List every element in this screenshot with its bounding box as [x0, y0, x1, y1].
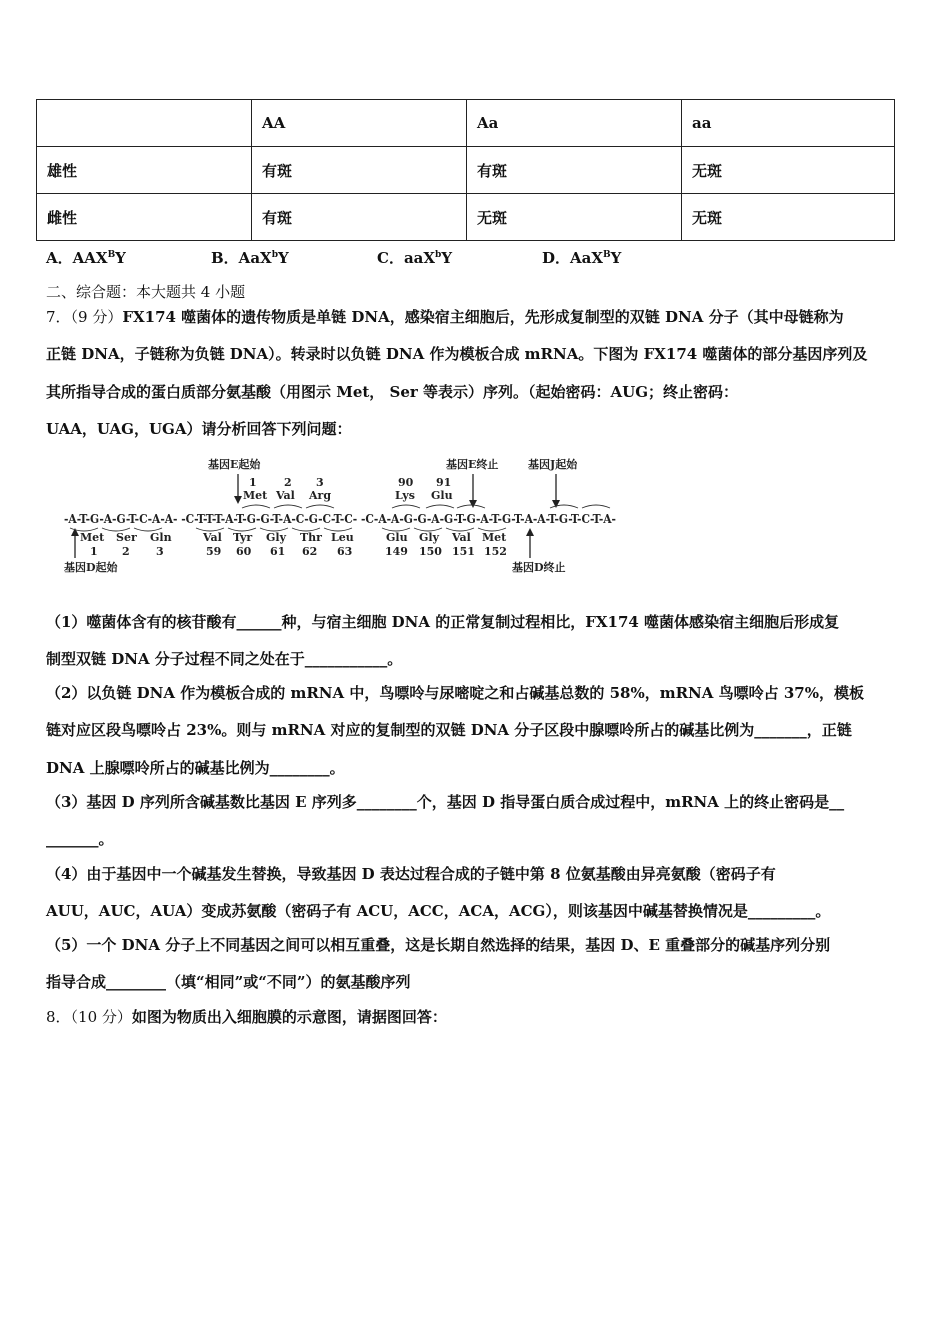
top-amino-acids — [243, 489, 453, 502]
q7-score: （9 分） — [70, 308, 123, 326]
q8-line — [46, 1006, 447, 1027]
option-d-sup: B — [603, 250, 611, 260]
codon-number: 2 — [122, 545, 130, 558]
option-b — [211, 247, 289, 268]
amino-acid: Gly — [266, 531, 286, 544]
option-b-label: B．AaX — [211, 249, 272, 267]
dna-sequence: -A-T-G-A-G-T-C-A-A- -C-T-T-T-A-T-G-G-T-A-C-G-C-T-C- -C-A-A-G-G-A-G-T-G-A-T-G-T-A-A-T-G-T-C-T-A- — [64, 512, 617, 526]
gene-d-start-label: 基因D起始 — [64, 561, 118, 574]
q8-text: 如图为物质出入细胞膜的示意图，请据图回答： — [131, 1008, 447, 1026]
q8-score: （10 分） — [70, 1008, 132, 1026]
top-codon-numbers — [249, 476, 451, 489]
gene-d-end-label: 基因D终止 — [512, 561, 566, 574]
table-cell: 有斑 — [252, 147, 467, 194]
codon-number: 149 — [385, 545, 408, 558]
option-d — [542, 247, 621, 268]
codon-number: 1 — [90, 545, 98, 558]
option-a-tail: Y — [115, 249, 126, 267]
sub1-line-2: 制型双链 DNA 分子过程不同之处在于___________。 — [46, 650, 403, 668]
amino-acid: Gln — [150, 531, 172, 544]
table-cell: 有斑 — [252, 194, 467, 241]
table-cell: 雄性 — [37, 147, 252, 194]
option-a-sup: B — [107, 250, 116, 260]
amino-acid: Lys — [395, 489, 415, 502]
option-c — [377, 247, 452, 268]
codon-number: 63 — [337, 545, 353, 558]
codon-number: 3 — [156, 545, 164, 558]
sub5-line-1: （5）一个 DNA 分子上不同基因之间可以相互重叠，这是长期自然选择的结果，基因 D、E 重叠部分的碱基序列分别 — [46, 936, 831, 954]
codon-brace — [426, 505, 454, 508]
codon-brace — [550, 505, 578, 508]
amino-acid: Thr — [300, 531, 322, 544]
genotype-phenotype-table — [36, 99, 895, 241]
amino-acid: Met — [80, 531, 105, 544]
gene-e-end-label: 基因E终止 — [446, 458, 499, 471]
amino-acid: Gly — [419, 531, 439, 544]
codon-number: 91 — [436, 476, 452, 489]
option-c-label: C．aaX — [377, 249, 436, 267]
option-d-tail: Y — [610, 249, 622, 267]
q7-line-4: UAA，UAG，UGA）请分析回答下列问题： — [46, 420, 352, 438]
amino-acid: Tyr — [233, 531, 253, 544]
amino-acid: Met — [482, 531, 507, 544]
table-header-row — [37, 100, 895, 147]
codon-number: 1 — [249, 476, 257, 489]
codon-number: 152 — [484, 545, 507, 558]
q7-text: FX174 噬菌体的遗传物质是单链 DNA，感染宿主细胞后，先形成复制型的双链 DNA 分子（其中母链称为 — [122, 308, 844, 326]
option-c-tail: Y — [441, 249, 453, 267]
table-cell: 无斑 — [467, 194, 682, 241]
option-d-label: D．AaX — [542, 249, 604, 267]
section-number: 二、 — [46, 283, 77, 301]
table-header-cell — [37, 100, 252, 147]
codon-number: 61 — [270, 545, 286, 558]
option-a — [46, 247, 126, 268]
table-row — [37, 194, 895, 241]
sub2-line-2: 链对应区段鸟嘌呤占 23%。则与 mRNA 对应的复制型的双链 DNA 分子区段中腺嘌呤所占的碱基比例为_______，正链 — [46, 721, 852, 739]
arrowhead-down — [469, 500, 477, 508]
table-header-cell: AA — [252, 100, 467, 147]
option-a-label: A．AAX — [46, 249, 108, 267]
section-title: 综合题：本大题共 4 小题 — [76, 283, 246, 301]
codon-brace — [582, 505, 610, 508]
codon-number: 59 — [206, 545, 222, 558]
amino-acid: Val — [452, 531, 471, 544]
amino-acid: Val — [276, 489, 295, 502]
codon-brace — [392, 505, 420, 508]
codon-brace — [457, 505, 485, 508]
codon-brace — [274, 505, 302, 508]
arrowhead-down — [234, 496, 242, 504]
gene-j-start-label: 基因J起始 — [528, 458, 578, 471]
codon-brace — [242, 505, 270, 508]
gene-e-start-label: 基因E起始 — [208, 458, 261, 471]
codon-number: 3 — [316, 476, 324, 489]
option-b-tail: Y — [277, 249, 289, 267]
amino-acid: Leu — [331, 531, 354, 544]
codon-number: 62 — [302, 545, 318, 558]
codon-number: 150 — [419, 545, 442, 558]
table-cell: 无斑 — [682, 194, 895, 241]
amino-acid: Glu — [386, 531, 408, 544]
codon-number: 60 — [236, 545, 252, 558]
amino-acid: Glu — [431, 489, 453, 502]
sub5-line-2: 指导合成________（填“相同”或“不同”）的氨基酸序列 — [46, 973, 411, 991]
amino-acid: Met — [243, 489, 268, 502]
q7-number: 7． — [46, 308, 71, 326]
table-cell: 雌性 — [37, 194, 252, 241]
sub4-line-2: AUU，AUC，AUA）变成苏氨酸（密码子有 ACU，ACC，ACA，ACG），则该基因中碱基替换情况是_________。 — [46, 902, 831, 920]
sub1-line-1: （1）噬菌体含有的核苷酸有______种，与宿主细胞 DNA 的正常复制过程相比，FX174 噬菌体感染宿主细胞后形成复 — [46, 613, 840, 631]
sub2-line-1: （2）以负链 DNA 作为模板合成的 mRNA 中，鸟嘌呤与尿嘧啶之和占碱基总数的 58%，mRNA 鸟嘌呤占 37%，模板 — [46, 684, 864, 702]
option-b-sup: b — [271, 250, 278, 260]
codon-number: 90 — [398, 476, 414, 489]
codon-brace — [306, 505, 334, 508]
bottom-codon-numbers — [90, 545, 507, 558]
bottom-amino-acids — [80, 531, 507, 544]
codon-number: 151 — [452, 545, 475, 558]
sub3-line-2: _______。 — [46, 830, 114, 848]
q7-line-3: 其所指导合成的蛋白质部分氨基酸（用图示 Met， Ser 等表示）序列。（起始密码：AUG；终止密码： — [46, 383, 739, 401]
q7-line-2: 正链 DNA，子链称为负链 DNA）。转录时以负链 DNA 作为模板合成 mRNA。下图为 FX174 噬菌体的部分基因序列及 — [46, 345, 868, 363]
table-cell: 无斑 — [682, 147, 895, 194]
sub2-line-3: DNA 上腺嘌呤所占的碱基比例为________。 — [46, 759, 345, 777]
sub4-line-1: （4）由于基因中一个碱基发生替换，导致基因 D 表达过程合成的子链中第 8 位氨基酸由异亮氨酸（密码子有 — [46, 865, 776, 883]
amino-acid: Val — [203, 531, 222, 544]
amino-acid: Arg — [309, 489, 332, 502]
section-heading — [46, 281, 245, 302]
q8-number: 8． — [46, 1008, 71, 1026]
table-cell: 有斑 — [467, 147, 682, 194]
table-header-cell: aa — [682, 100, 895, 147]
codon-number: 2 — [284, 476, 292, 489]
amino-acid: Ser — [116, 531, 137, 544]
arrowhead-up — [526, 528, 534, 536]
q7-line-1 — [46, 306, 844, 327]
table-row — [37, 147, 895, 194]
sub3-line-1: （3）基因 D 序列所含碱基数比基因 E 序列多________个，基因 D 指导蛋白质合成过程中，mRNA 上的终止密码是__ — [46, 793, 845, 811]
option-c-sup: b — [435, 250, 442, 260]
table-header-cell: Aa — [467, 100, 682, 147]
gene-sequence-diagram — [60, 452, 630, 582]
